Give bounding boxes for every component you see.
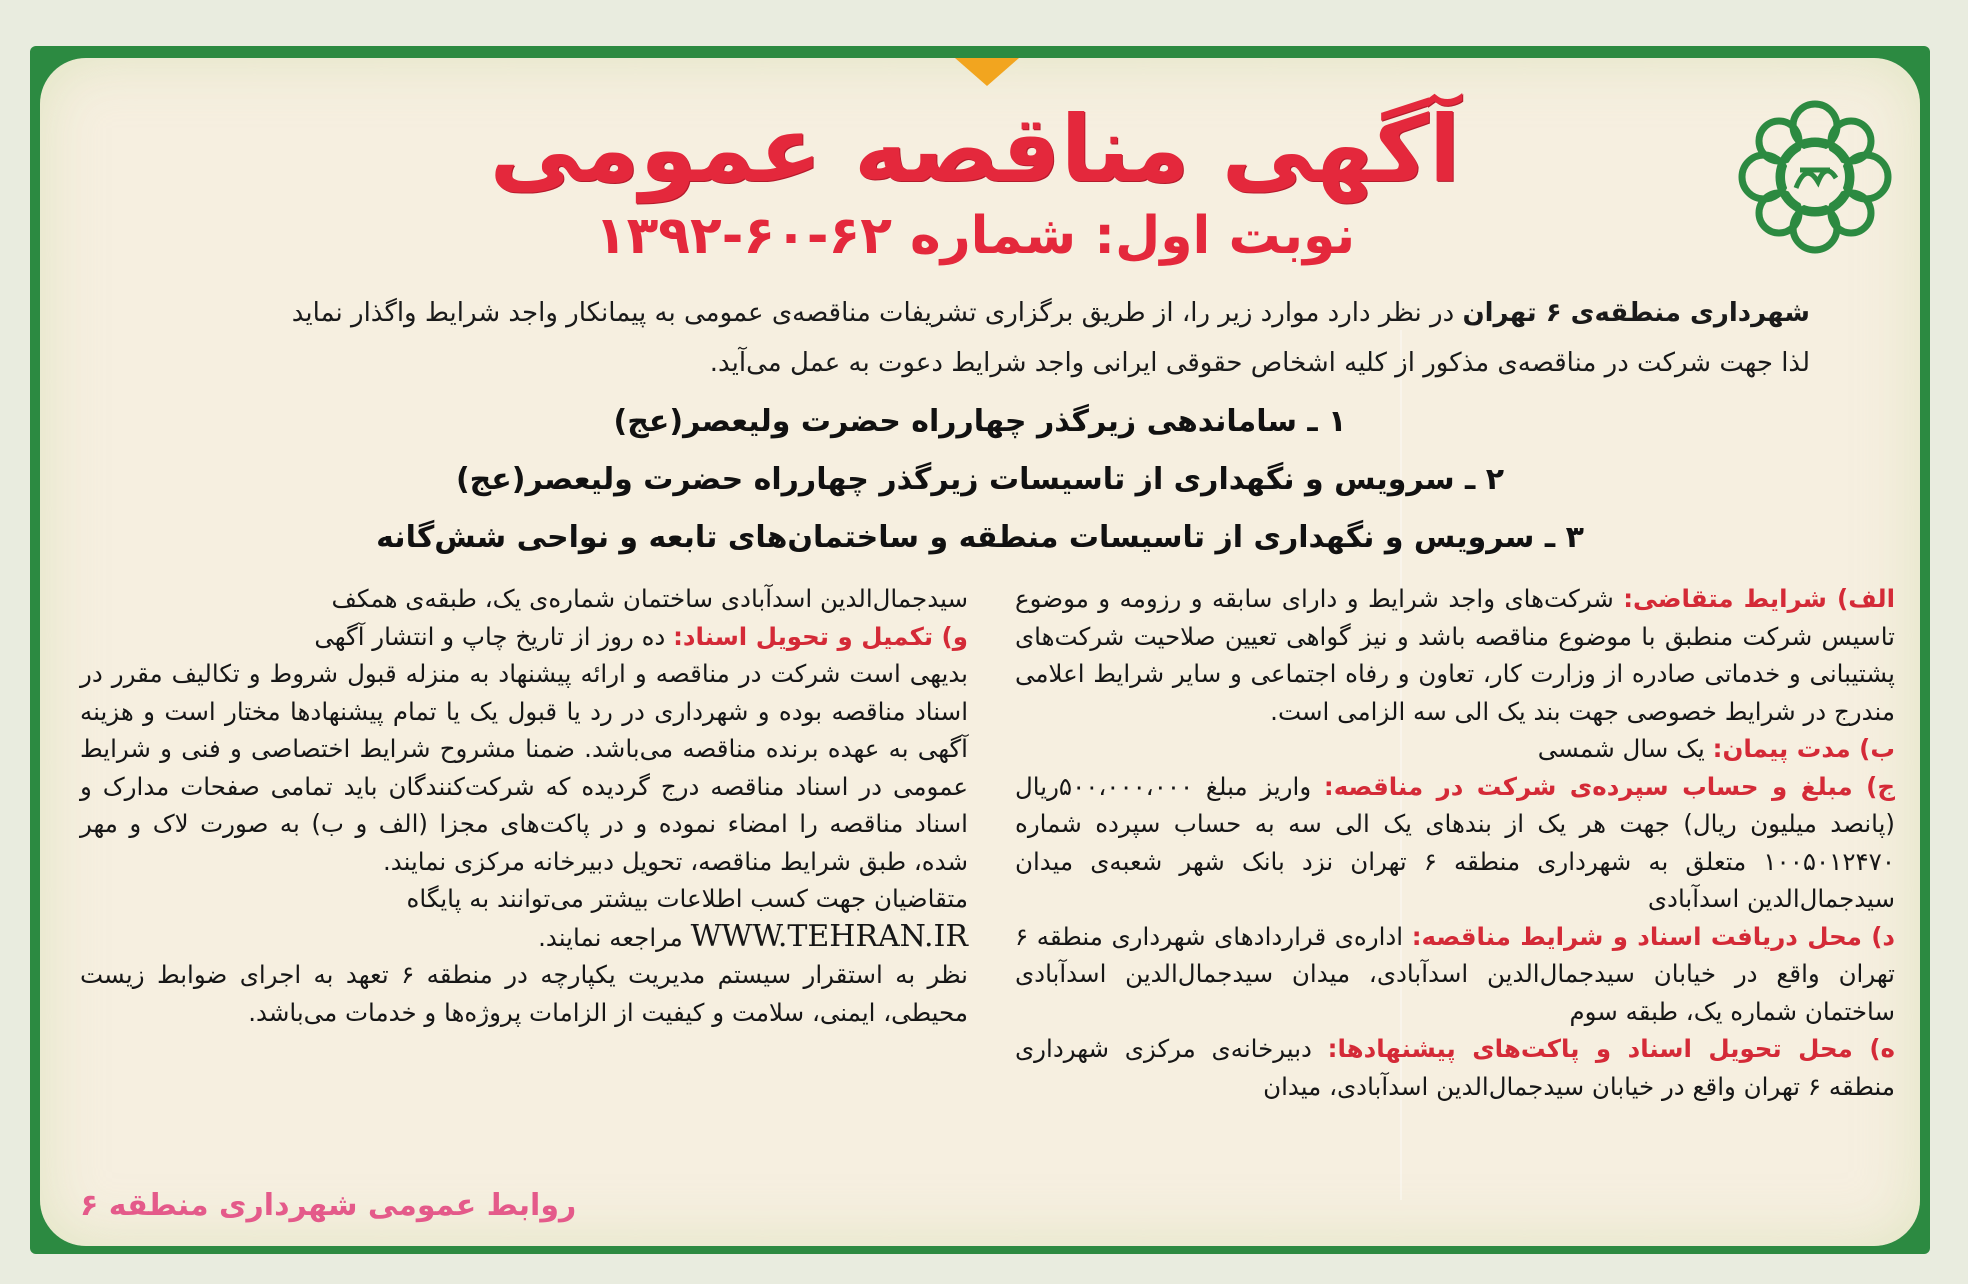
section-be-heading: ب) مدت پیمان: — [1712, 734, 1895, 763]
section-dal-heading: د) محل دریافت اسناد و شرایط مناقصه: — [1411, 921, 1895, 951]
tender-item-2: ۲ ـ سرویس و نگهداری از تاسیسات زیرگذر چهارراه حضرت ولیعصر(عج) — [455, 462, 1505, 497]
hse-paragraph: نظر به استقرار سیستم مدیریت یکپارچه در منطقه ۶ تعهد به اجرای ضوابط زیست محیطی، ایمنی، سلامت و کیفیت از الزامات پروژه‌ها و خدمات می‌باشد. — [80, 960, 968, 1027]
section-jim-heading: ج) مبلغ و حساب سپرده‌ی شرکت در مناقصه: — [1323, 771, 1895, 801]
website-link[interactable]: WWW.TEHRAN.IR — [690, 918, 968, 954]
website-outro: مراجعه نمایند. — [538, 922, 691, 952]
tender-item-1: ۱ ـ ساماندهی زیرگذر چهارراه حضرت ولیعصر(عج) — [613, 404, 1347, 439]
tehran-municipality-logo-icon — [1730, 92, 1900, 262]
section-be-body: یک سال شمسی — [1537, 734, 1713, 763]
section-he-continued: سیدجمال‌الدین اسدآبادی ساختمان شماره‌ی یک، طبقه‌ی همکف — [331, 584, 968, 613]
website-paragraph — [80, 880, 968, 956]
section-jim — [1015, 768, 1895, 918]
ad-subtitle: نوبت اول: شماره ۶۲-۶۰-۱۳۹۲ — [594, 206, 1356, 266]
section-be — [1015, 730, 1895, 768]
section-alef-heading: الف) شرایط متقاضی: — [1623, 584, 1895, 613]
orange-notch-marker — [955, 58, 1019, 86]
section-he-heading: ه) محل تحویل اسناد و پاکت‌های پیشنهادها: — [1327, 1034, 1895, 1063]
section-dal-body: اداره‌ی قراردادهای شهرداری منطقه ۶ تهران واقع در خیابان سیدجمال‌الدین اسدآبادی، میدان سیدجمال‌الدین اسدآبادی ساختمان شماره یک، طبقه سوم — [1015, 921, 1895, 1026]
section-he-body: دبیرخانه‌ی مرکزی شهرداری منطقه ۶ تهران واقع در خیابان سیدجمال‌الدین اسدآبادی، میدان — [1015, 1034, 1895, 1101]
ad-title: آگهی مناقصه عمومی — [489, 96, 1461, 203]
section-vav — [80, 618, 968, 656]
section-alef — [1015, 580, 1895, 730]
terms-paragraph: بدیهی است شرکت در مناقصه و ارائه پیشنهاد به منزله قبول شروط و تکالیف مقرر در اسناد مناقصه بوده و شهرداری در رد یا قبول یک یا تمام پیشنهادها مختار است و هزینه آگهی به عهده برنده مناقصه می‌باشد. ضمنا مشروح شرایط اختصاصی و فنی و شرایط عمومی در اسناد مناقصه درج گردیده که شرکت‌کنندگان باید تمامی صفحات مدارک و اسناد مناقصه را امضاء نموده و در پاکت‌های مجزا (الف و ب) به صورت لاک و مهر شده، طبق شرایط مناقصه، تحویل دبیرخانه مرکزی نمایند. — [80, 659, 968, 876]
intro-line-1: در نظر دارد موارد زیر را، از طریق برگزاری تشریفات مناقصه‌ی عمومی به پیمانکار واجد شرایط واگذار نماید — [291, 298, 1463, 328]
section-dal — [1015, 918, 1895, 1031]
intro-paragraph — [140, 288, 1810, 388]
website-intro: متقاضیان جهت کسب اطلاعات بیشتر می‌توانند به پایگاه — [406, 884, 968, 913]
intro-organization: شهرداری منطقه‌ی ۶ تهران — [1462, 298, 1810, 328]
section-vav-body: ده روز از تاریخ چاپ و انتشار آگهی — [314, 621, 674, 651]
tender-item-3: ۳ ـ سرویس و نگهداری از تاسیسات منطقه و ساختمان‌های تابعه و نواحی شش‌گانه — [376, 520, 1584, 555]
conditions-column-left — [80, 580, 968, 1031]
intro-line-2: لذا جهت شرکت در مناقصه‌ی مذکور از کلیه اشخاص حقوقی ایرانی واجد شرایط دعوت به عمل می‌آید. — [709, 348, 1810, 378]
section-vav-heading: و) تکمیل و تحویل اسناد: — [673, 621, 968, 651]
conditions-column-right — [1015, 580, 1895, 1105]
section-alef-body: شرکت‌های واجد شرایط و دارای سابقه و رزومه و موضوع تاسیس شرکت منطبق با موضوع مناقصه باشد و نیز گواهی تعیین صلاحیت شرکت‌های پشتیبانی و خدماتی صادره از وزارت کار، تعاون و رفاه اجتماعی و سایر شرایط اعلامی مندرج در شرایط خصوصی جهت بند یک الی سه الزامی است. — [1015, 584, 1895, 726]
section-he — [1015, 1030, 1895, 1105]
public-relations-signature: روابط عمومی شهرداری منطقه ۶ — [80, 1188, 577, 1223]
section-jim-body: واریز مبلغ ۵۰۰،۰۰۰،۰۰۰ریال (پانصد میلیون ریال) جهت هر یک از بندهای یک الی سه به حساب سپرده شماره ۱۰۰۵۰۱۲۴۷۰ متعلق به شهرداری منطقه ۶ تهران نزد بانک شهر شعبه‌ی میدان سیدجمال‌الدین اسدآبادی — [1015, 771, 1895, 913]
